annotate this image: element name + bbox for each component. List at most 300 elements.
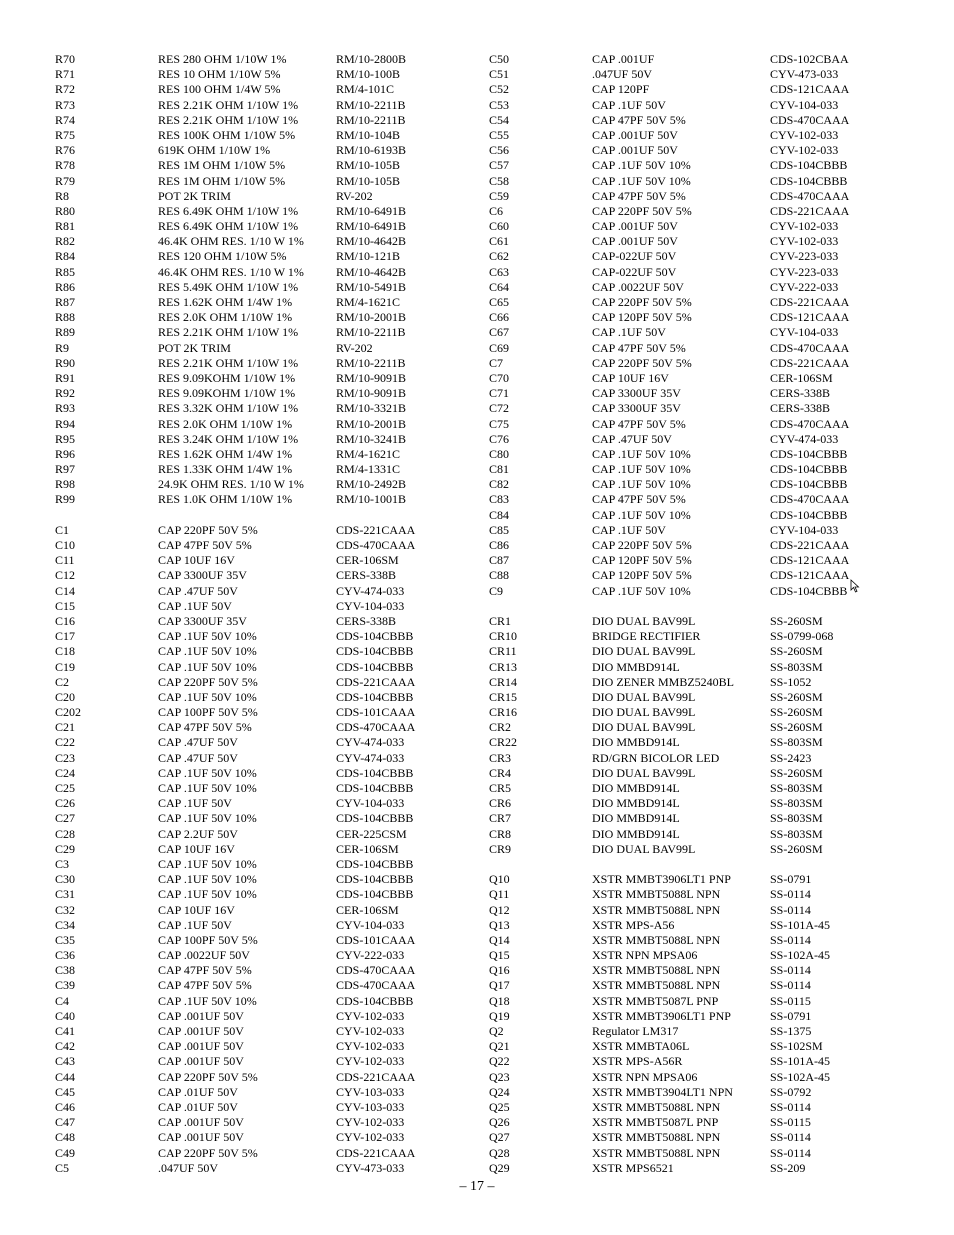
part-description: XSTR MMBT5088L NPN bbox=[592, 978, 721, 993]
part-number: RM/10-100B bbox=[336, 67, 401, 82]
part-reference: Q16 bbox=[489, 963, 510, 978]
part-reference: C3 bbox=[55, 856, 70, 871]
part-number: CDS-104CBBB bbox=[770, 477, 848, 492]
part-reference: CR6 bbox=[489, 796, 512, 811]
part-number: RM/4-101C bbox=[336, 82, 395, 97]
part-number: CDS-102CBAA bbox=[770, 52, 849, 66]
part-description: RES 280 OHM 1/10W 1% bbox=[158, 52, 287, 66]
part-description: CAP .001UF bbox=[592, 52, 655, 66]
part-reference: R81 bbox=[55, 219, 76, 234]
part-description: RES 10 OHM 1/10W 5% bbox=[158, 67, 281, 82]
part-number: SS-803SM bbox=[770, 811, 823, 826]
part-description: CAP 47PF 50V 5% bbox=[592, 416, 686, 431]
part-reference: C10 bbox=[55, 538, 76, 552]
part-number: CDS-104CBBB bbox=[336, 644, 414, 659]
part-number: CDS-104CBBB bbox=[770, 462, 848, 477]
part-number: CYV-474-033 bbox=[770, 431, 839, 446]
part-description: DIO DUAL BAV99L bbox=[592, 765, 696, 780]
part-description: XSTR MMBT5088L NPN bbox=[592, 902, 721, 917]
part-reference: C44 bbox=[55, 1069, 76, 1084]
part-reference: Q2 bbox=[489, 1024, 504, 1038]
part-description: XSTR MMBT5088L NPN bbox=[592, 963, 721, 978]
part-reference: R75 bbox=[55, 127, 76, 142]
part-description: XSTR MMBT3906LT1 PNP bbox=[592, 872, 731, 887]
part-reference: CR15 bbox=[489, 689, 518, 704]
part-number: CDS-470CAAA bbox=[770, 340, 850, 355]
part-reference: C69 bbox=[489, 340, 510, 355]
part-number: SS-0114 bbox=[770, 978, 811, 993]
part-reference: CR7 bbox=[489, 811, 512, 826]
part-number: CYV-104-033 bbox=[336, 598, 405, 613]
part-description: CAP .001UF 50V bbox=[158, 1008, 244, 1023]
part-number: CDS-101CAAA bbox=[336, 705, 416, 720]
part-description: CAP .01UF 50V bbox=[158, 1099, 238, 1114]
part-number: SS-803SM bbox=[770, 781, 823, 795]
part-number: CYV-104-033 bbox=[336, 796, 405, 811]
part-reference: CR5 bbox=[489, 781, 512, 795]
part-number: CER-225CSM bbox=[336, 826, 407, 841]
part-description: RES 3.24K OHM 1/10W 1% bbox=[158, 431, 299, 446]
part-number: CDS-121CAAA bbox=[770, 310, 850, 325]
part-number: RM/4-1621C bbox=[336, 446, 401, 461]
part-number: CDS-221CAAA bbox=[336, 1069, 416, 1084]
part-description: RES 2.21K OHM 1/10W 1% bbox=[158, 112, 299, 127]
part-reference: Q26 bbox=[489, 1115, 510, 1130]
part-description: CAP .1UF 50V 10% bbox=[158, 887, 257, 902]
part-reference: R87 bbox=[55, 295, 76, 309]
part-description: CAP 47PF 50V 5% bbox=[158, 720, 252, 735]
part-description: XSTR MMBT5088L NPN bbox=[592, 932, 721, 947]
part-number: CER-106SM bbox=[770, 370, 833, 385]
part-description: CAP .001UF 50V bbox=[592, 143, 678, 158]
part-number: CDS-221CAAA bbox=[336, 1145, 416, 1160]
part-number: SS-1375 bbox=[770, 1024, 812, 1038]
part-description: XSTR NPN MPSA06 bbox=[592, 1069, 698, 1084]
part-number: CDS-104CBBB bbox=[770, 173, 848, 188]
part-reference: C75 bbox=[489, 416, 510, 431]
part-description: CAP .001UF 50V bbox=[158, 1115, 244, 1130]
part-reference: C56 bbox=[489, 143, 510, 158]
part-reference: C27 bbox=[55, 811, 76, 826]
mouse-pointer-icon bbox=[850, 579, 860, 596]
part-number: RM/10-104B bbox=[336, 127, 401, 142]
part-reference: C41 bbox=[55, 1024, 76, 1038]
part-number: SS-2423 bbox=[770, 750, 812, 765]
part-description: CAP .1UF 50V 10% bbox=[592, 462, 691, 477]
part-description: CAP .47UF 50V bbox=[158, 735, 238, 750]
part-number: RM/10-2001B bbox=[336, 416, 407, 431]
part-reference: C67 bbox=[489, 325, 510, 340]
part-description: CAP 120PF 50V 5% bbox=[592, 553, 692, 568]
part-description: CAP 120PF 50V 5% bbox=[592, 568, 692, 583]
part-reference: C31 bbox=[55, 887, 76, 902]
part-description: CAP .1UF 50V 10% bbox=[158, 993, 257, 1008]
part-reference: C45 bbox=[55, 1084, 76, 1099]
part-number: SS-260SM bbox=[770, 613, 823, 628]
part-description: CAP 220PF 50V 5% bbox=[592, 295, 692, 309]
part-description: CAP .0022UF 50V bbox=[158, 948, 250, 963]
part-reference: C34 bbox=[55, 917, 76, 932]
part-reference: C86 bbox=[489, 538, 510, 552]
part-description: CAP 47PF 50V 5% bbox=[592, 340, 686, 355]
part-number: CYV-104-033 bbox=[770, 325, 839, 340]
part-reference: CR9 bbox=[489, 841, 512, 856]
part-number: SS-102A-45 bbox=[770, 948, 831, 963]
part-number: RM/10-6491B bbox=[336, 219, 407, 234]
part-reference: C18 bbox=[55, 644, 76, 659]
part-number: RM/10-9091B bbox=[336, 370, 407, 385]
part-reference: C63 bbox=[489, 264, 510, 279]
part-number: RM/4-1331C bbox=[336, 462, 401, 477]
part-number: CYV-474-033 bbox=[336, 583, 405, 598]
part-number: CDS-104CBBB bbox=[336, 689, 414, 704]
part-description: .047UF 50V bbox=[592, 67, 653, 82]
part-reference: C202 bbox=[55, 705, 82, 720]
part-description: CAP .1UF 50V 10% bbox=[158, 644, 257, 659]
part-reference: R99 bbox=[55, 492, 76, 507]
part-reference: C17 bbox=[55, 629, 76, 644]
part-description: RES 1.0K OHM 1/10W 1% bbox=[158, 492, 293, 507]
part-description: CAP .47UF 50V bbox=[158, 750, 238, 765]
part-number: CER-106SM bbox=[336, 553, 399, 568]
part-reference: C11 bbox=[55, 553, 75, 568]
part-description: CAP .1UF 50V 10% bbox=[158, 856, 257, 871]
part-reference: CR16 bbox=[489, 705, 518, 720]
part-number: CDS-470CAAA bbox=[336, 720, 416, 735]
part-reference: R76 bbox=[55, 143, 76, 158]
part-reference: C58 bbox=[489, 173, 510, 188]
part-description: CAP 3300UF 35V bbox=[592, 386, 681, 401]
part-reference: R94 bbox=[55, 416, 76, 431]
part-reference: CR1 bbox=[489, 613, 512, 628]
part-reference: C49 bbox=[55, 1145, 76, 1160]
part-number: RM/10-4642B bbox=[336, 264, 407, 279]
part-reference: C60 bbox=[489, 219, 510, 234]
part-reference: C61 bbox=[489, 234, 510, 249]
part-description: XSTR MMBT5087L PNP bbox=[592, 1115, 719, 1130]
part-number: CYV-102-033 bbox=[336, 1115, 405, 1130]
part-reference: C35 bbox=[55, 932, 76, 947]
part-reference: C21 bbox=[55, 720, 76, 735]
part-description: POT 2K TRIM bbox=[158, 188, 231, 203]
part-number: CDS-121CAAA bbox=[770, 568, 850, 583]
part-description: DIO DUAL BAV99L bbox=[592, 613, 696, 628]
part-description: CAP .1UF 50V 10% bbox=[158, 659, 257, 674]
part-description: CAP .47UF 50V bbox=[158, 583, 238, 598]
part-reference: C80 bbox=[489, 446, 510, 461]
part-description: CAP 220PF 50V 5% bbox=[592, 355, 692, 370]
part-number: SS-260SM bbox=[770, 689, 823, 704]
part-reference: R71 bbox=[55, 67, 76, 82]
part-reference: C38 bbox=[55, 963, 76, 978]
part-description: CAP .1UF 50V 10% bbox=[592, 173, 691, 188]
part-number: SS-1052 bbox=[770, 674, 812, 689]
part-description: CAP 220PF 50V 5% bbox=[592, 538, 692, 552]
part-description: DIO DUAL BAV99L bbox=[592, 705, 696, 720]
part-reference: C72 bbox=[489, 401, 510, 416]
part-description: CAP 2.2UF 50V bbox=[158, 826, 238, 841]
part-reference: R73 bbox=[55, 97, 76, 112]
part-number: CDS-470CAAA bbox=[770, 416, 850, 431]
part-number: RM/10-2211B bbox=[336, 325, 406, 340]
part-description: RES 2.21K OHM 1/10W 1% bbox=[158, 97, 299, 112]
part-number: CYV-104-033 bbox=[336, 917, 405, 932]
part-number: CYV-473-033 bbox=[336, 1160, 405, 1175]
part-reference: C30 bbox=[55, 872, 76, 887]
part-number: CYV-102-033 bbox=[770, 143, 839, 158]
part-number: CDS-104CBBB bbox=[770, 583, 848, 598]
part-description: RES 6.49K OHM 1/10W 1% bbox=[158, 203, 299, 218]
part-number: RM/10-105B bbox=[336, 158, 401, 173]
part-description: CAP .1UF 50V 10% bbox=[592, 477, 691, 492]
part-reference: C85 bbox=[489, 522, 510, 537]
part-description: CAP .1UF 50V 10% bbox=[592, 158, 691, 173]
part-number: RV-202 bbox=[336, 340, 373, 355]
part-description: CAP .001UF 50V bbox=[158, 1039, 244, 1054]
part-reference: R74 bbox=[55, 112, 76, 127]
part-description: RES 2.21K OHM 1/10W 1% bbox=[158, 325, 299, 340]
part-number: CDS-470CAAA bbox=[336, 538, 416, 552]
part-number: SS-260SM bbox=[770, 705, 823, 720]
part-reference: C16 bbox=[55, 613, 76, 628]
part-number: SS-260SM bbox=[770, 765, 823, 780]
part-number: RM/10-6193B bbox=[336, 143, 407, 158]
part-description: DIO DUAL BAV99L bbox=[592, 689, 696, 704]
part-number: CYV-102-033 bbox=[336, 1054, 405, 1069]
part-description: XSTR MMBT5088L NPN bbox=[592, 887, 721, 902]
part-number: CDS-104CBBB bbox=[336, 781, 414, 795]
part-number: SS-260SM bbox=[770, 720, 823, 735]
part-description: DIO MMBD914L bbox=[592, 811, 680, 826]
part-description: CAP 100PF 50V 5% bbox=[158, 705, 258, 720]
part-reference: R70 bbox=[55, 52, 76, 66]
part-description: CAP 10UF 16V bbox=[592, 370, 669, 385]
part-reference: R89 bbox=[55, 325, 76, 340]
part-reference: C47 bbox=[55, 1115, 76, 1130]
part-number: SS-0791 bbox=[770, 872, 812, 887]
part-reference: C22 bbox=[55, 735, 76, 750]
part-description: XSTR MMBT5088L NPN bbox=[592, 1130, 721, 1145]
part-reference: CR22 bbox=[489, 735, 518, 750]
part-description: CAP .1UF 50V 10% bbox=[158, 765, 257, 780]
part-description: CAP 10UF 16V bbox=[158, 841, 235, 856]
part-description: CAP 3300UF 35V bbox=[158, 613, 247, 628]
part-reference: C36 bbox=[55, 948, 76, 963]
part-reference: CR4 bbox=[489, 765, 512, 780]
part-reference: C62 bbox=[489, 249, 510, 264]
part-description: 619K OHM 1/10W 1% bbox=[158, 143, 271, 158]
part-description: RES 3.32K OHM 1/10W 1% bbox=[158, 401, 299, 416]
part-description: CAP .01UF 50V bbox=[158, 1084, 238, 1099]
part-reference: Q25 bbox=[489, 1099, 510, 1114]
part-number: CDS-121CAAA bbox=[770, 553, 850, 568]
part-description: CAP .001UF 50V bbox=[592, 127, 678, 142]
part-description: RES 5.49K OHM 1/10W 1% bbox=[158, 279, 299, 294]
part-description: CAP .001UF 50V bbox=[592, 234, 678, 249]
part-number: CDS-104CBBB bbox=[336, 872, 414, 887]
part-number: SS-0114 bbox=[770, 1099, 811, 1114]
part-reference: C7 bbox=[489, 355, 504, 370]
part-number: SS-803SM bbox=[770, 735, 823, 750]
part-number: SS-101A-45 bbox=[770, 917, 831, 932]
part-reference: C24 bbox=[55, 765, 76, 780]
part-reference: C6 bbox=[489, 203, 504, 218]
part-number: CER-106SM bbox=[336, 841, 399, 856]
part-reference: C39 bbox=[55, 978, 76, 993]
part-reference: CR10 bbox=[489, 629, 518, 644]
part-reference: Q24 bbox=[489, 1084, 510, 1099]
part-reference: CR11 bbox=[489, 644, 517, 659]
part-reference: C50 bbox=[489, 52, 510, 66]
part-description: XSTR MMBT5088L NPN bbox=[592, 1099, 721, 1114]
part-reference: C70 bbox=[489, 370, 510, 385]
part-description: BRIDGE RECTIFIER bbox=[592, 629, 701, 644]
part-number: RM/4-1621C bbox=[336, 295, 401, 309]
part-reference: C76 bbox=[489, 431, 510, 446]
part-reference: C87 bbox=[489, 553, 510, 568]
part-description: RES 120 OHM 1/10W 5% bbox=[158, 249, 287, 264]
part-reference: C14 bbox=[55, 583, 76, 598]
part-number: CYV-223-033 bbox=[770, 249, 839, 264]
part-reference: CR13 bbox=[489, 659, 518, 674]
part-reference: R88 bbox=[55, 310, 76, 325]
part-reference: C54 bbox=[489, 112, 510, 127]
part-description: CAP .001UF 50V bbox=[158, 1130, 244, 1145]
part-reference: C48 bbox=[55, 1130, 76, 1145]
part-number: CDS-221CAAA bbox=[770, 203, 850, 218]
part-description: CAP .1UF 50V 10% bbox=[158, 689, 257, 704]
part-reference: C82 bbox=[489, 477, 510, 492]
part-reference: C5 bbox=[55, 1160, 70, 1175]
part-number: SS-0114 bbox=[770, 963, 811, 978]
part-number: RM/10-4642B bbox=[336, 234, 407, 249]
part-number: RM/10-1001B bbox=[336, 492, 407, 507]
part-number: SS-260SM bbox=[770, 644, 823, 659]
part-reference: C52 bbox=[489, 82, 510, 97]
part-number: CYV-222-033 bbox=[770, 279, 839, 294]
part-number: CDS-104CBBB bbox=[336, 765, 414, 780]
part-description: CAP 220PF 50V 5% bbox=[158, 674, 258, 689]
part-number: CDS-470CAAA bbox=[336, 978, 416, 993]
part-number: CYV-473-033 bbox=[770, 67, 839, 82]
part-reference: C55 bbox=[489, 127, 510, 142]
part-description: CAP .1UF 50V 10% bbox=[592, 507, 691, 522]
part-description: CAP .1UF 50V bbox=[158, 796, 232, 811]
part-reference: CR8 bbox=[489, 826, 512, 841]
part-number: SS-0114 bbox=[770, 932, 811, 947]
part-description: RES 100K OHM 1/10W 5% bbox=[158, 127, 296, 142]
part-description: Regulator LM317 bbox=[592, 1024, 679, 1038]
part-reference: CR2 bbox=[489, 720, 512, 735]
part-number: RM/10-5491B bbox=[336, 279, 407, 294]
part-description: RES 9.09KOHM 1/10W 1% bbox=[158, 370, 296, 385]
part-number: CERS-338B bbox=[770, 401, 831, 416]
part-description: CAP 47PF 50V 5% bbox=[592, 188, 686, 203]
part-description: CAP .1UF 50V 10% bbox=[158, 781, 257, 795]
part-number: CDS-221CAAA bbox=[336, 674, 416, 689]
part-number: CDS-470CAAA bbox=[770, 492, 850, 507]
part-number: CYV-102-033 bbox=[770, 234, 839, 249]
part-description: CAP 10UF 16V bbox=[158, 902, 235, 917]
part-description: DIO MMBD914L bbox=[592, 826, 680, 841]
part-reference: C66 bbox=[489, 310, 510, 325]
part-description: 46.4K OHM RES. 1/10 W 1% bbox=[158, 234, 304, 249]
part-number: CYV-222-033 bbox=[336, 948, 405, 963]
part-description: XSTR MMBT3904LT1 NPN bbox=[592, 1084, 733, 1099]
part-reference: Q18 bbox=[489, 993, 510, 1008]
part-reference: CR14 bbox=[489, 674, 518, 689]
part-number: RM/10-6491B bbox=[336, 203, 407, 218]
part-reference: R8 bbox=[55, 188, 70, 203]
part-reference: C4 bbox=[55, 993, 70, 1008]
part-number: CYV-104-033 bbox=[770, 522, 839, 537]
part-number: CDS-104CBBB bbox=[336, 993, 414, 1008]
part-reference: CR3 bbox=[489, 750, 512, 765]
part-number: RM/10-3241B bbox=[336, 431, 407, 446]
part-description: CAP 47PF 50V 5% bbox=[158, 963, 252, 978]
part-number: SS-803SM bbox=[770, 826, 823, 841]
part-number: CDS-104CBBB bbox=[336, 887, 414, 902]
part-reference: R92 bbox=[55, 386, 76, 401]
part-description: RES 100 OHM 1/4W 5% bbox=[158, 82, 281, 97]
part-reference: R86 bbox=[55, 279, 76, 294]
part-reference: R78 bbox=[55, 158, 76, 173]
part-number: CDS-104CBBB bbox=[770, 507, 848, 522]
part-description: CAP .1UF 50V bbox=[158, 598, 232, 613]
part-number: CYV-102-033 bbox=[770, 127, 839, 142]
part-reference: R72 bbox=[55, 82, 76, 97]
part-reference: Q22 bbox=[489, 1054, 510, 1069]
part-description: DIO MMBD914L bbox=[592, 735, 680, 750]
part-description: CAP .001UF 50V bbox=[158, 1054, 244, 1069]
part-description: RES 1M OHM 1/10W 5% bbox=[158, 173, 286, 188]
part-number: CDS-470CAAA bbox=[770, 188, 850, 203]
part-description: 46.4K OHM RES. 1/10 W 1% bbox=[158, 264, 304, 279]
part-reference: Q27 bbox=[489, 1130, 510, 1145]
part-number: CYV-104-033 bbox=[770, 97, 839, 112]
part-reference: C84 bbox=[489, 507, 510, 522]
part-number: CERS-338B bbox=[336, 613, 397, 628]
part-description: RES 2.0K OHM 1/10W 1% bbox=[158, 416, 293, 431]
part-number: CDS-221CAAA bbox=[336, 522, 416, 537]
part-reference: C81 bbox=[489, 462, 510, 477]
part-description: CAP 47PF 50V 5% bbox=[158, 978, 252, 993]
part-description: RD/GRN BICOLOR LED bbox=[592, 750, 720, 765]
part-number: SS-0114 bbox=[770, 1145, 811, 1160]
part-number: CDS-104CBBB bbox=[770, 158, 848, 173]
part-reference: Q29 bbox=[489, 1160, 510, 1175]
part-number: SS-0791 bbox=[770, 1008, 812, 1023]
part-number: SS-0114 bbox=[770, 902, 811, 917]
part-description: RES 9.09KOHM 1/10W 1% bbox=[158, 386, 296, 401]
part-number: RM/10-2211B bbox=[336, 112, 406, 127]
part-reference: C65 bbox=[489, 295, 510, 309]
part-number: CDS-101CAAA bbox=[336, 932, 416, 947]
part-description: CAP 220PF 50V 5% bbox=[158, 1069, 258, 1084]
part-description: CAP 120PF bbox=[592, 82, 650, 97]
part-description: XSTR MPS-A56R bbox=[592, 1054, 683, 1069]
part-reference: C32 bbox=[55, 902, 76, 917]
part-description: CAP 3300UF 35V bbox=[592, 401, 681, 416]
part-reference: R96 bbox=[55, 446, 76, 461]
part-description: CAP .1UF 50V bbox=[158, 917, 232, 932]
part-number: CYV-102-033 bbox=[336, 1130, 405, 1145]
part-number: CYV-103-033 bbox=[336, 1099, 405, 1114]
part-reference: C20 bbox=[55, 689, 76, 704]
part-description: CAP 3300UF 35V bbox=[158, 568, 247, 583]
part-number: CDS-104CBBB bbox=[770, 446, 848, 461]
part-number: RM/10-3321B bbox=[336, 401, 407, 416]
